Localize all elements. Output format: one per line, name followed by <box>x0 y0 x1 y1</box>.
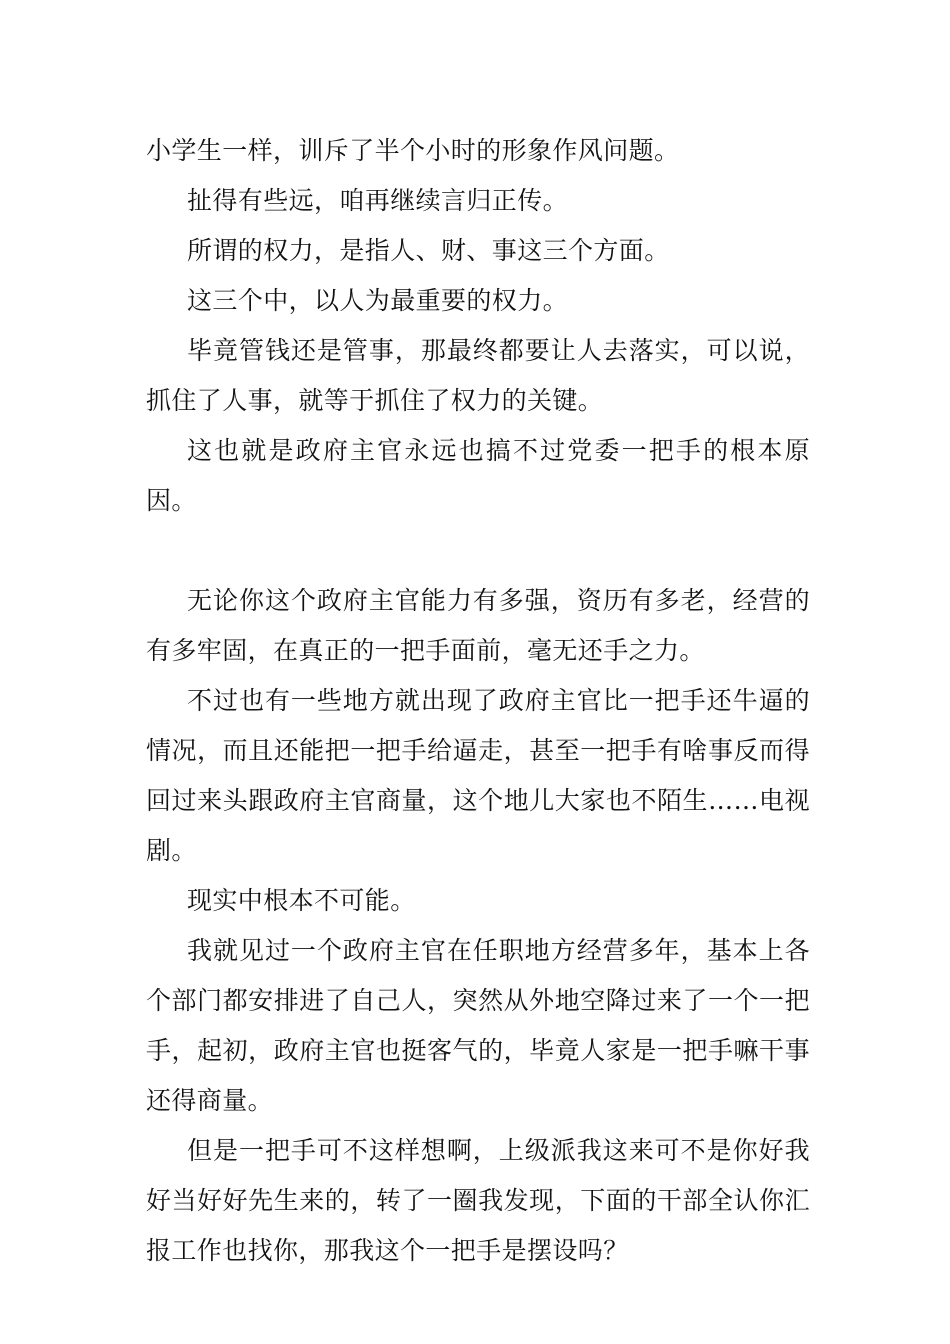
paragraph-9: 现实中根本不可能。 <box>187 886 416 915</box>
paragraph-4: 这三个中，以人为最重要的权力。 <box>187 286 569 315</box>
paragraph-11: 但是一把手可不这样想啊，上级派我这来可不是你好我好当好好先生来的，转了一圈我发现，下面的干部全认你汇报工作也找你，那我这个一把手是摆设吗？ <box>146 1136 810 1265</box>
paragraph-2: 扯得有些远，咱再继续言归正传。 <box>187 186 569 215</box>
document-body <box>146 126 810 1276</box>
paragraph-8: 不过也有一些地方就出现了政府主官比一把手还牛逼的情况，而且还能把一把手给逼走，甚至一把手有啥事反而得回过来头跟政府主官商量，这个地儿大家也不陌生……电视剧。 <box>146 686 810 865</box>
paragraph-3: 所谓的权力，是指人、财、事这三个方面。 <box>187 236 670 265</box>
paragraph-6: 这也就是政府主官永远也搞不过党委一把手的根本原因。 <box>146 436 810 515</box>
paragraph-10: 我就见过一个政府主官在任职地方经营多年，基本上各个部门都安排进了自己人，突然从外地空降过来了一个一把手，起初，政府主官也挺客气的，毕竟人家是一把手嘛干事还得商量。 <box>146 936 810 1115</box>
paragraph-5: 毕竟管钱还是管事，那最终都要让人去落实，可以说，抓住了人事，就等于抓住了权力的关键。 <box>146 336 810 415</box>
paragraph-1: 小学生一样，训斥了半个小时的形象作风问题。 <box>146 136 680 165</box>
paragraph-7: 无论你这个政府主官能力有多强，资历有多老，经营的有多牢固，在真正的一把手面前，毫无还手之力。 <box>146 586 810 665</box>
paragraph-gap <box>146 526 810 576</box>
